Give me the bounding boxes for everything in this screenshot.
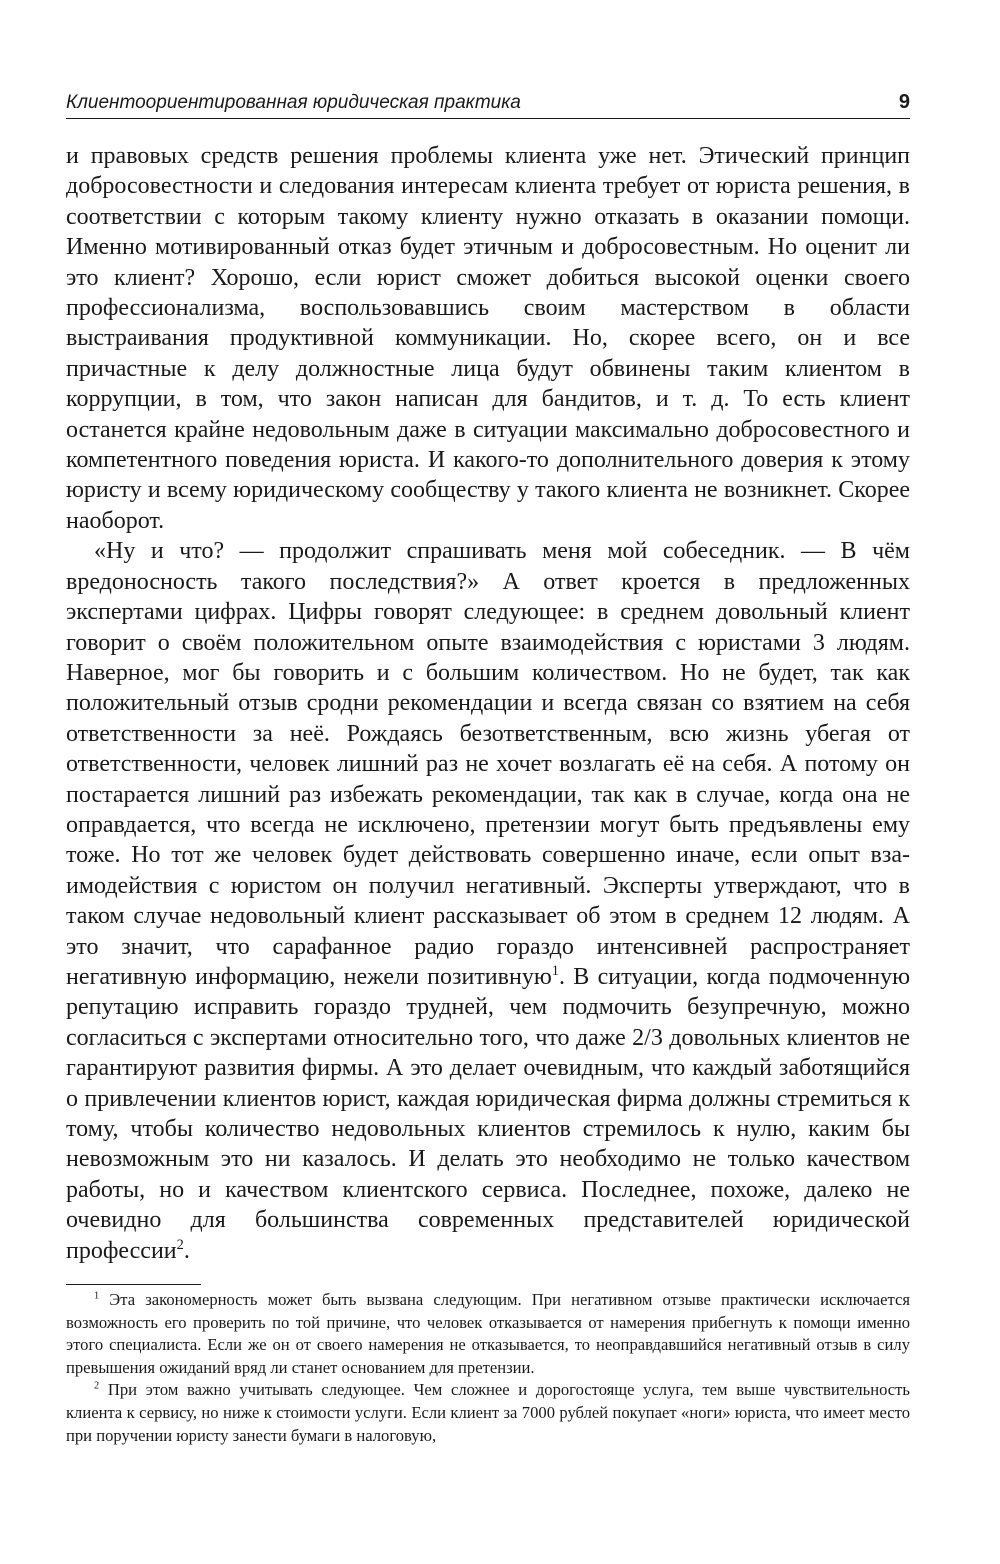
footnote-ref-1: 1 (551, 962, 559, 979)
footnote-2 (66, 1379, 910, 1447)
footnote-separator (66, 1284, 201, 1285)
paragraph-2-end: . (183, 1237, 190, 1264)
paragraph-2-text-a: «Ну и что? — продолжит спрашивать меня мой собеседник. — В чём вредоносность такого последствия?» А ответ кроется в предложенных экспертами цифрах. Цифры говорят следующее: в среднем довольный клиент говорит о своём положительном опыте взаимодействия с юристами 3 людям. Наверное, мог бы говорить и с большим количеством. Но не будет, так как положительный отзыв сродни рекомендации и всегда связан со взятием на себя ответственности за неё. Рождаясь безответственным, всю жизнь убегая от ответственности, человек лишний раз не хочет возлагать её на себя. А потому он постарается лишний раз избежать рекомендации, так как в случае, когда она не оправдается, что всегда не исключено, претензии могут быть предъявлены ему тоже. Но тот же человек будет действовать совершенно иначе, если опыт взаимодействия с юристом он получил негативный. Эксперты утверждают, что в таком случае недовольный клиент рассказывает об этом в среднем 12 людям. А это значит, что сарафанное радио гораздо интенсивней распространяет негативную информацию, нежели позитивную (66, 538, 910, 990)
footnote-ref-2: 2 (176, 1236, 184, 1253)
page-number: 9 (898, 91, 910, 113)
paragraph-2-text-b: . В ситуации, когда подмоченную репутацию исправить гораздо трудней, чем подмочить безупречную, можно согласиться с экспертами относительно того, что даже 2/3 довольных клиентов не гарантируют развития фирмы. А это делает очевидным, что каждый заботящийся о привлечении клиентов юрист, каждая юридическая фирма должны стремиться к тому, чтобы количество недовольных клиентов стремилось к нулю, каким бы невозможным это ни казалось. И делать это необходимо не только качеством работы, но и качеством клиентского сервиса. Последнее, похоже, далеко не очевидно для большинства современных представителей юридической профессии (66, 963, 910, 1264)
main-text (66, 141, 910, 1266)
running-head (66, 90, 910, 119)
footnote-1-marker: 1 (94, 1290, 100, 1302)
footnotes (66, 1289, 910, 1447)
footnote-1-text: Эта закономерность может быть вызвана следующим. При негативном отзыве практически исключается возможность его проверить по той причине, что человек отказывается от намерения прибегнуть к помощи именно этого специалиста. Если же он от своего намерения не отказывается, то неоправдавшийся негативный отзыв в силу превышения ожиданий вряд ли станет основанием для претензии. (66, 1290, 910, 1377)
footnote-2-text: При этом важно учитывать следующее. Чем сложнее и дорогостояще услуга, тем выше чувствительность клиента к сервису, но ниже к стоимости услуги. Если клиент за 7000 рублей покупает «ноги» юриста, что имеет место при поручении юристу занести бумаги в налоговую, (66, 1380, 910, 1445)
running-head-title: Клиентоориентированная юридическая практика (66, 92, 521, 113)
footnote-2-marker: 2 (94, 1380, 100, 1392)
book-page (66, 90, 910, 1447)
footnote-1 (66, 1289, 910, 1379)
paragraph-2 (66, 536, 910, 1266)
paragraph-1 (66, 141, 910, 536)
paragraph-1-text: и правовых средств решения проблемы клиента уже нет. Этический принцип добросовестности и следования интересам клиента требует от юриста решения, в соответствии с которым такому клиенту нужно отказать в оказании помощи. Именно мотивированный отказ будет этичным и добросовестным. Но оценит ли это клиент? Хорошо, если юрист сможет добиться высокой оценки своего профессионализма, воспользовавшись своим мастерством в области выстраивания продуктивной коммуникации. Но, скорее всего, он и все причастные к делу должностные лица будут обвинены таким клиентом в коррупции, в том, что закон написан для бандитов, и т. д. То есть клиент останется крайне недовольным даже в ситуации максимально добросовестного и компетентного поведения юриста. И какого-то дополнительного доверия к этому юристу и всему юридическому сообществу у такого клиента не возникнет. Скорее наоборот. (66, 143, 910, 534)
